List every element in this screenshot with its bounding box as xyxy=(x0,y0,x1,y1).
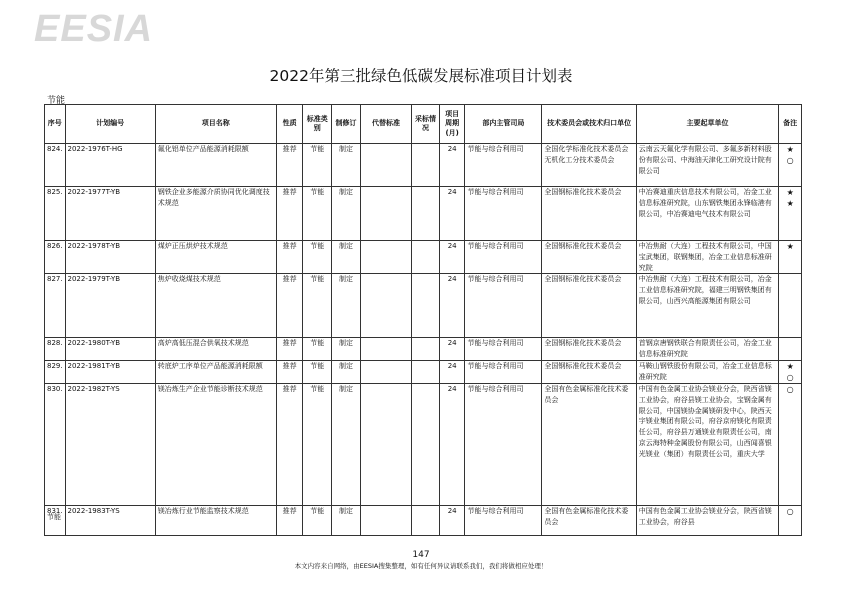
cell-revision: 制定 xyxy=(332,383,361,505)
cell-no: 826. xyxy=(45,241,66,274)
cell-nature: 推荐 xyxy=(276,338,303,361)
cell-replace xyxy=(360,360,411,383)
table-row xyxy=(45,338,802,361)
cell-name: 煤炉正压烘炉技术规范 xyxy=(155,241,276,274)
header-cell: 制修订 xyxy=(332,105,361,144)
cell-note: ○ xyxy=(779,505,802,535)
table-header-row xyxy=(45,105,802,144)
cell-revision: 制定 xyxy=(332,505,361,535)
cell-category: 节能 xyxy=(303,338,332,361)
table-row xyxy=(45,383,802,505)
cell-replace xyxy=(360,505,411,535)
cell-plan: 2022-1976T-HG xyxy=(65,144,155,187)
cell-no: 828. xyxy=(45,338,66,361)
cell-dept: 节能与综合利用司 xyxy=(465,187,542,241)
cell-plan: 2022-1979T-YB xyxy=(65,274,155,338)
cell-no: 824. xyxy=(45,144,66,187)
cell-plan: 2022-1981T-YB xyxy=(65,360,155,383)
cell-plan: 2022-1980T-YB xyxy=(65,338,155,361)
cell-drafters: 云南云天氟化学有限公司、多氟多新材料股份有限公司、中海油天津化工研究设计院有限公司 xyxy=(636,144,779,187)
cell-dept: 节能与综合利用司 xyxy=(465,144,542,187)
header-cell: 标准类别 xyxy=(303,105,332,144)
header-cell: 代替标准 xyxy=(360,105,411,144)
cell-dept: 节能与综合利用司 xyxy=(465,360,542,383)
cell-period: 24 xyxy=(439,383,465,505)
cell-committee: 全国有色金属标准化技术委员会 xyxy=(542,505,636,535)
cell-note: ★ xyxy=(779,241,802,274)
cell-plan: 2022-1982T-YS xyxy=(65,383,155,505)
cell-drafters: 中冶焦耐（大连）工程技术有限公司，冶金工业信息标准研究院，福建三明钢铁集团有限公司，山西兴高能源集团有限公司 xyxy=(636,274,779,338)
cell-dept: 节能与综合利用司 xyxy=(465,338,542,361)
footer-note: 本文内容来自网络，由EESIA搜集整理，如有任何异议请联系我们，我们将做相应处理！ xyxy=(294,562,548,570)
page-title: 2022年第三批绿色低碳发展标准项目计划表 xyxy=(269,67,573,85)
header-cell: 性质 xyxy=(276,105,303,144)
cell-revision: 制定 xyxy=(332,274,361,338)
cell-committee: 全国化学标准化技术委员会无机化工分技术委员会 xyxy=(542,144,636,187)
cell-nature: 推荐 xyxy=(276,187,303,241)
cell-adopt xyxy=(412,505,440,535)
cell-replace xyxy=(360,383,411,505)
cell-plan: 2022-1978T-YB xyxy=(65,241,155,274)
cell-name: 高炉高低压混合供氧技术规范 xyxy=(155,338,276,361)
cell-no: 830. xyxy=(45,383,66,505)
cell-name: 镁冶炼行业节能监察技术规范 xyxy=(155,505,276,535)
cell-no: 825. xyxy=(45,187,66,241)
cell-adopt xyxy=(412,144,440,187)
header-cell: 项目名称 xyxy=(155,105,276,144)
cell-dept: 节能与综合利用司 xyxy=(465,383,542,505)
cell-drafters: 马鞍山钢铁股份有限公司，冶金工业信息标准研究院 xyxy=(636,360,779,383)
table-row xyxy=(45,505,802,535)
cell-period: 24 xyxy=(439,505,465,535)
cell-revision: 制定 xyxy=(332,144,361,187)
cell-note: ○ xyxy=(779,383,802,505)
cell-committee: 全国钢标准化技术委员会 xyxy=(542,274,636,338)
table-row xyxy=(45,187,802,241)
header-cell: 项目周期(月) xyxy=(439,105,465,144)
cell-note xyxy=(779,274,802,338)
cell-period: 24 xyxy=(439,360,465,383)
cell-note: ★ ○ xyxy=(779,360,802,383)
header-cell: 采标情况 xyxy=(412,105,440,144)
cell-no: 827. xyxy=(45,274,66,338)
cell-nature: 推荐 xyxy=(276,144,303,187)
cell-note xyxy=(779,338,802,361)
cell-nature: 推荐 xyxy=(276,360,303,383)
cell-adopt xyxy=(412,274,440,338)
section-label: 节能 xyxy=(47,96,66,106)
header-cell: 技术委员会或技术归口单位 xyxy=(542,105,636,144)
cell-name: 氟化铝单位产品能源消耗限额 xyxy=(155,144,276,187)
eesia-logo: EESIA xyxy=(34,8,154,50)
project-plan-table xyxy=(44,104,802,536)
cell-adopt xyxy=(412,383,440,505)
cell-drafters: 中冶焦耐（大连）工程技术有限公司，中国宝武集团，联钢集团，冶金工业信息标准研究院 xyxy=(636,241,779,274)
cell-committee: 全国钢标准化技术委员会 xyxy=(542,187,636,241)
cell-period: 24 xyxy=(439,144,465,187)
cell-plan: 2022-1977T-YB xyxy=(65,187,155,241)
cell-name: 焦炉收烧煤技术规范 xyxy=(155,274,276,338)
cell-nature: 推荐 xyxy=(276,241,303,274)
header-cell: 主要起草单位 xyxy=(636,105,779,144)
cell-category: 节能 xyxy=(303,505,332,535)
cell-replace xyxy=(360,187,411,241)
cell-adopt xyxy=(412,360,440,383)
table-row xyxy=(45,274,802,338)
cell-drafters: 中冶赛迪重庆信息技术有限公司，冶金工业信息标准研究院，山东钢铁集团永锋临港有限公司，中冶赛迪电气技术有限公司 xyxy=(636,187,779,241)
cell-name: 镁冶炼生产企业节能诊断技术规范 xyxy=(155,383,276,505)
header-cell: 备注 xyxy=(779,105,802,144)
cell-revision: 制定 xyxy=(332,187,361,241)
cell-note: ★ ★ xyxy=(779,187,802,241)
cell-revision: 制定 xyxy=(332,360,361,383)
cell-replace xyxy=(360,338,411,361)
cell-committee: 全国钢标准化技术委员会 xyxy=(542,360,636,383)
cell-replace xyxy=(360,241,411,274)
header-cell: 部内主管司局 xyxy=(465,105,542,144)
cell-category: 节能 xyxy=(303,187,332,241)
cell-drafters: 首钢京唐钢铁联合有限责任公司，冶金工业信息标准研究院 xyxy=(636,338,779,361)
header-cell: 序号 xyxy=(45,105,66,144)
cell-period: 24 xyxy=(439,187,465,241)
cell-revision: 制定 xyxy=(332,241,361,274)
cell-no: 829. xyxy=(45,360,66,383)
cell-period: 24 xyxy=(439,338,465,361)
cell-category: 节能 xyxy=(303,360,332,383)
cell-dept: 节能与综合利用司 xyxy=(465,505,542,535)
cell-category: 节能 xyxy=(303,144,332,187)
cell-period: 24 xyxy=(439,241,465,274)
cell-note: ★ ○ xyxy=(779,144,802,187)
cell-name: 转底炉工序单位产品能源消耗限额 xyxy=(155,360,276,383)
cell-drafters: 中国有色金属工业协会镁业分会，陕西省镁工业协会，府谷县 xyxy=(636,505,779,535)
header-cell: 计划编号 xyxy=(65,105,155,144)
cell-committee: 全国钢标准化技术委员会 xyxy=(542,241,636,274)
cell-adopt xyxy=(412,187,440,241)
cell-name: 钢铁企业多能源介质协同优化调度技术规范 xyxy=(155,187,276,241)
cell-drafters: 中国有色金属工业协会镁业分会，陕西省镁工业协会，府谷县镁工业协会，宝钢金属有限公司，中国镁协金属镁研发中心，陕西天宇镁业集团有限公司，府谷京府镁化有限责任公司，府谷县万通镁业有限责任公司，南京云海特种金属股份有限公司，山西闻喜银光镁业（集团）有限责任公司，重庆大学 xyxy=(636,383,779,505)
table-row xyxy=(45,241,802,274)
cell-period: 24 xyxy=(439,274,465,338)
cell-adopt xyxy=(412,241,440,274)
cell-dept: 节能与综合利用司 xyxy=(465,241,542,274)
cell-replace xyxy=(360,274,411,338)
section-label-repeat: 节能 xyxy=(47,513,61,521)
cell-no: 831. xyxy=(45,505,66,535)
cell-category: 节能 xyxy=(303,383,332,505)
cell-replace xyxy=(360,144,411,187)
page-number: 147 xyxy=(412,550,430,560)
cell-nature: 推荐 xyxy=(276,505,303,535)
cell-adopt xyxy=(412,338,440,361)
cell-nature: 推荐 xyxy=(276,383,303,505)
cell-committee: 全国钢标准化技术委员会 xyxy=(542,338,636,361)
table-row xyxy=(45,360,802,383)
cell-revision: 制定 xyxy=(332,338,361,361)
cell-committee: 全国有色金属标准化技术委员会 xyxy=(542,383,636,505)
cell-plan: 2022-1983T-YS xyxy=(65,505,155,535)
table-row xyxy=(45,144,802,187)
cell-nature: 推荐 xyxy=(276,274,303,338)
cell-category: 节能 xyxy=(303,241,332,274)
cell-category: 节能 xyxy=(303,274,332,338)
cell-dept: 节能与综合利用司 xyxy=(465,274,542,338)
